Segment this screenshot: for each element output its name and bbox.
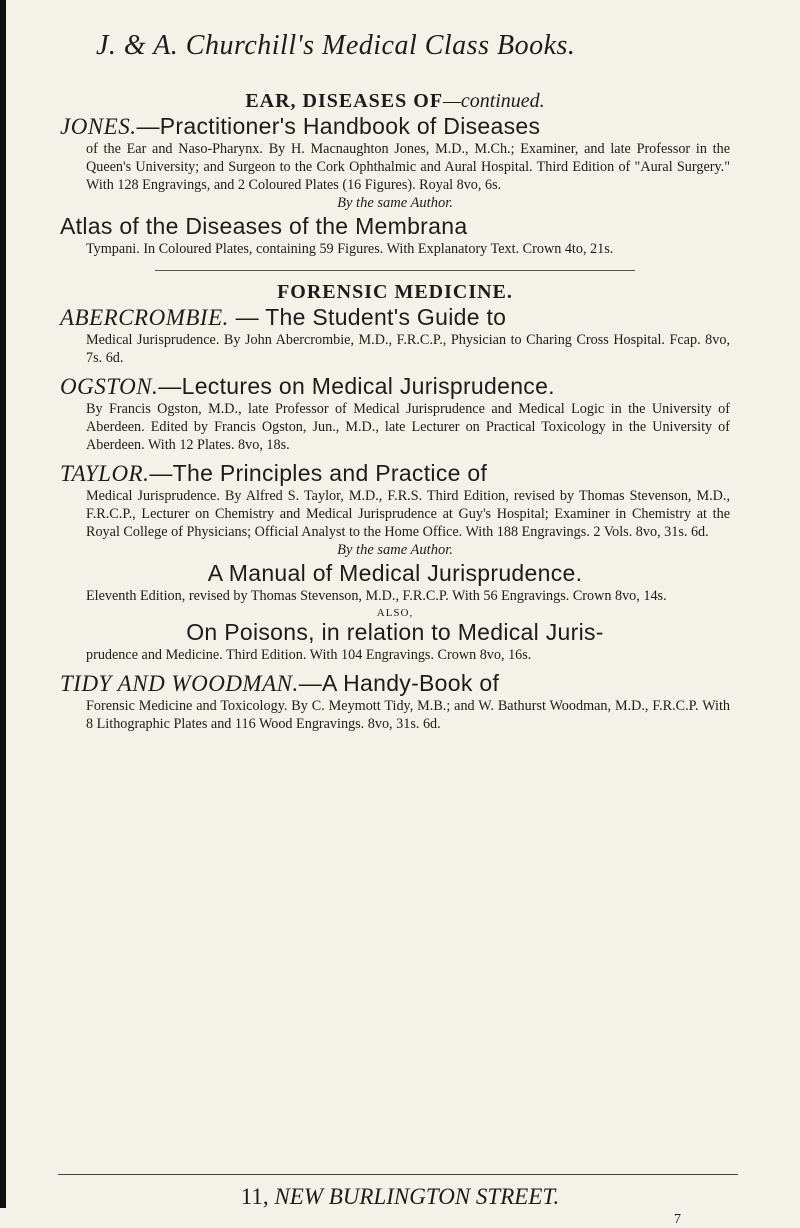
also-note: ALSO, (376, 607, 414, 619)
page-binding-edge (0, 0, 6, 1208)
section-heading-ear (60, 90, 730, 113)
entry-title-atlas (60, 213, 730, 240)
entry-book-title: —Practitioner's Handbook of Diseases (136, 113, 541, 139)
entry-description: Medical Jurisprudence. By John Abercrombie, M.D., F.R.C.P., Physician to Charing Cross Hospital. Fcap. 8vo, 7s. 6d. (86, 332, 730, 366)
street-name: NEW BURLINGTON STREET. (274, 1184, 560, 1209)
section-heading-text: EAR, DISEASES OF (245, 90, 444, 112)
entry-book-title: — The Student's Guide to (228, 304, 507, 330)
section-heading-forensic: FORENSIC MEDICINE. (277, 281, 513, 303)
entry-description: Medical Jurisprudence. By Alfred S. Taylor, M.D., F.R.S. Third Edition, revised by Thomas Stevenson, M.D., F.R.C.P., Lecturer on Chemistry and Medical Jurisprudence at Guy's Hospital; Examiner in Chemistry at the Royal College of Physicians; Official Analyst to the Home Office. With 188 Engravings. 2 Vols. 8vo, 31s. 6d. (86, 488, 730, 540)
page-number: 7 (674, 1212, 681, 1227)
entry-description: of the Ear and Naso-Pharynx. By H. Macnaughton Jones, M.D., M.Ch.; Examiner, and late Professor in the Queen's University; and Surgeon to the Cork Ophthalmic and Aural Hospital. Third Edition of "Aural Surgery." With 128 Engravings, and 2 Coloured Plates (16 Figures). Royal 8vo, 6s. (86, 141, 730, 193)
publisher-address (0, 1184, 800, 1210)
entry-title-poisons (60, 619, 730, 646)
section-heading-suffix: —continued. (443, 90, 545, 112)
entry-title-jones (60, 113, 730, 140)
entry-description: Forensic Medicine and Toxicology. By C. Meymott Tidy, M.B.; and W. Bathurst Woodman, M.D., F.R.C.P. With 8 Lithographic Plates and 116 Wood Engravings. 8vo, 31s. 6d. (86, 698, 730, 732)
entry-title-abercrombie (60, 304, 730, 331)
entry-book-title: On Poisons, in relation to Medical Juris- (186, 619, 604, 645)
section-divider (155, 270, 635, 271)
entry-author: TIDY AND WOODMAN. (60, 671, 299, 696)
entry-title-taylor (60, 460, 730, 487)
entry-author: ABERCROMBIE. (60, 305, 229, 330)
entry-book-title: —A Handy-Book of (298, 670, 500, 696)
entry-book-title: —Lectures on Medical Jurisprudence. (158, 373, 555, 399)
entry-title-ogston (60, 373, 730, 400)
entry-description: Eleventh Edition, revised by Thomas Stevenson, M.D., F.R.C.P. With 56 Engravings. Crown 8vo, 14s. (86, 588, 667, 604)
entry-title-tidy-woodman (60, 670, 730, 697)
entry-description: Tympani. In Coloured Plates, containing 59 Figures. With Explanatory Text. Crown 4to, 21s. (86, 241, 614, 257)
entry-author: OGSTON. (60, 374, 159, 399)
entry-description: prudence and Medicine. Third Edition. With 104 Engravings. Crown 8vo, 16s. (86, 647, 532, 663)
same-author-note: By the same Author. (337, 195, 453, 211)
entry-description: By Francis Ogston, M.D., late Professor of Medical Jurisprudence and Medical Logic in the University of Aberdeen. Edited by Francis Ogston, Jun., M.D., late Lecturer on Practical Toxicology in the University of Aberdeen. With 12 Plates. 8vo, 18s. (86, 401, 730, 453)
entry-book-title: Atlas of the Diseases of the Membrana (60, 213, 468, 239)
entry-author: TAYLOR. (60, 461, 150, 486)
entry-book-title: —The Principles and Practice of (149, 460, 488, 486)
running-head: J. & A. Churchill's Medical Class Books. (96, 30, 576, 61)
page-content (60, 90, 730, 733)
entry-title-manual (60, 560, 730, 587)
street-number: 11, (240, 1184, 269, 1209)
entry-author: JONES. (60, 114, 137, 139)
same-author-note: By the same Author. (337, 542, 453, 558)
entry-book-title: A Manual of Medical Jurisprudence. (207, 560, 583, 586)
footer-divider (58, 1174, 738, 1175)
